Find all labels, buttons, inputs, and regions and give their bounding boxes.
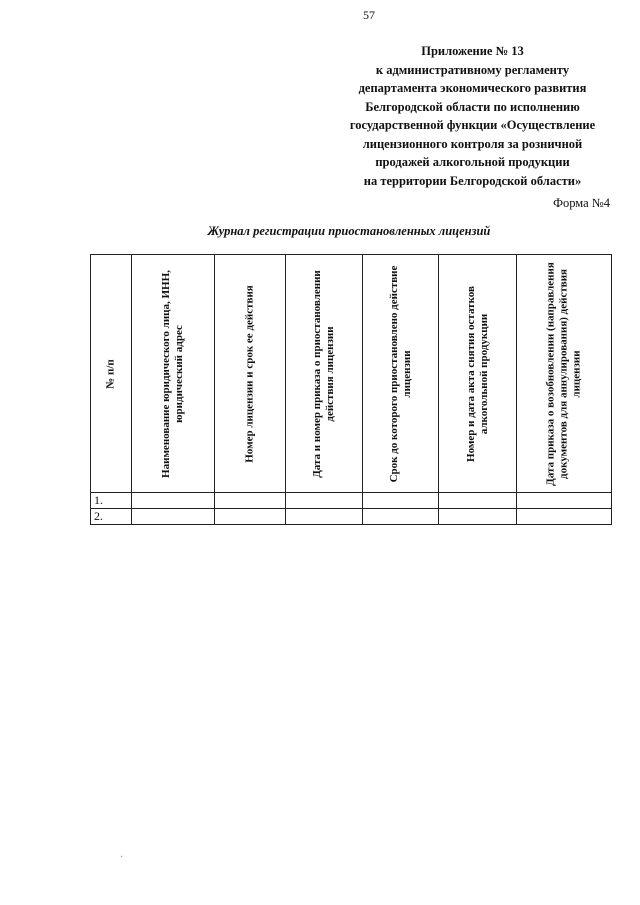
- appendix-line: продажей алкогольной продукции: [375, 155, 570, 169]
- appendix-line: лицензионного контроля за розничной: [362, 136, 583, 151]
- table-header-row: [91, 255, 612, 493]
- table-cell: [363, 493, 439, 509]
- appendix-line: Белгородской области по исполнению: [365, 99, 580, 114]
- appendix-line: Приложение № 13: [421, 44, 524, 58]
- table-row: [91, 493, 612, 509]
- form-label: Форма №4: [553, 196, 610, 210]
- column-header: № п/п: [91, 255, 132, 493]
- table-cell: [286, 493, 363, 509]
- column-header: Срок до которого приостановлено действие лицензии: [363, 255, 439, 493]
- table-cell: 2.: [91, 509, 132, 525]
- table-cell: [517, 509, 612, 525]
- table-cell: [363, 509, 439, 525]
- column-header: Номер лицензии и срок ее действия: [215, 255, 286, 493]
- appendix-line: на территории Белгородской области»: [363, 173, 582, 188]
- appendix-line: государственной функции «Осуществление: [349, 118, 596, 132]
- journal-title: Журнал регистрации приостановленных лицензий: [207, 224, 491, 238]
- column-header: Дата приказа о возобновлении (направления документов для аннулирования) действия лицензии: [517, 255, 612, 493]
- table-cell: [215, 509, 286, 525]
- appendix-line: департамента экономического развития: [358, 81, 587, 95]
- table-cell: [439, 493, 517, 509]
- table-cell: 1.: [91, 493, 132, 509]
- page-number: 57: [363, 8, 375, 22]
- table-cell: [132, 509, 215, 525]
- scan-mark: ·: [120, 852, 124, 863]
- appendix-header: [320, 42, 625, 190]
- column-header: Наименование юридического лица, ИНН, юридический адрес: [132, 255, 215, 493]
- appendix-line: к административному регламенту: [375, 62, 570, 77]
- table-cell: [439, 509, 517, 525]
- column-header: Номер и дата акта снятия остатков алкогольной продукции: [439, 255, 517, 493]
- table-row: [91, 509, 612, 525]
- table-cell: [132, 493, 215, 509]
- column-header: Дата и номер приказа о приостановлении действия лицензии: [286, 255, 363, 493]
- journal-table: [90, 254, 612, 525]
- table-cell: [215, 493, 286, 509]
- table-cell: [286, 509, 363, 525]
- table-cell: [517, 493, 612, 509]
